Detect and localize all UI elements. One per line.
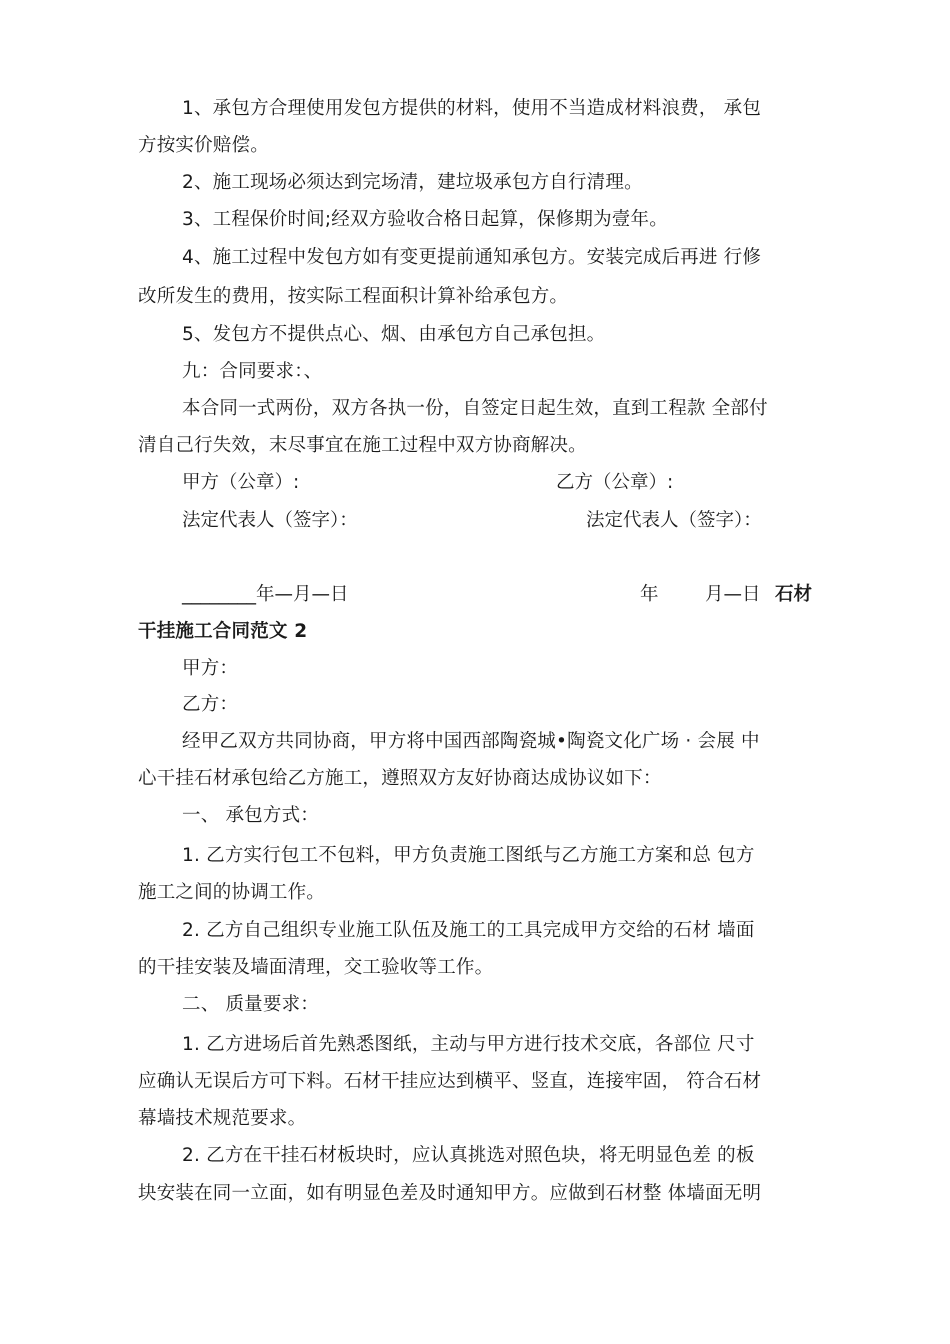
party-b-label: 乙方： bbox=[182, 694, 239, 715]
clause-1-line-2: 方按实价赔偿。 bbox=[138, 135, 269, 156]
clause-5: 5、发包方不提供点心、烟、由承包方自己承包担。 bbox=[182, 324, 606, 345]
section-two-heading: 二、 质量要求： bbox=[182, 994, 319, 1015]
intro-line-2: 心干挂石材承包给乙方施工，遵照双方友好协商达成协议如下： bbox=[138, 768, 662, 789]
date-right-year: 年 bbox=[640, 584, 659, 605]
section-one-item-2-line-2: 的干挂安装及墙面清理，交工验收等工作。 bbox=[138, 957, 494, 978]
clause-1-line-1: 1、承包方合理使用发包方提供的材料，使用不当造成材料浪费， 承包 bbox=[182, 98, 762, 119]
section-two-item-1-line-1: 1. 乙方进场后首先熟悉图纸，主动与甲方进行技术交底，各部位 尺寸 bbox=[182, 1034, 755, 1055]
party-a-representative-label: 法定代表人（签字）： bbox=[182, 510, 358, 531]
clause-4-line-1: 4、施工过程中发包方如有变更提前通知承包方。安装完成后再进 行修 bbox=[182, 247, 762, 268]
date-right-month-day: 月—日 bbox=[705, 584, 761, 605]
contract-terms-line-2: 清自己行失效，末尽事宜在施工过程中双方协商解决。 bbox=[138, 435, 587, 456]
clause-2: 2、施工现场必须达到完场清，建垃圾承包方自行清理。 bbox=[182, 172, 643, 193]
section-two-item-2-line-1: 2. 乙方在干挂石材板块时，应认真挑选对照色块，将无明显色差 的板 bbox=[182, 1145, 755, 1166]
section-one-item-1-line-2: 施工之间的协调工作。 bbox=[138, 882, 326, 903]
date-left: ________年—月—日 bbox=[182, 584, 349, 605]
party-b-representative-label: 法定代表人（签字）： bbox=[586, 510, 762, 531]
contract-terms-line-1: 本合同一式两份，双方各执一份，自签定日起生效，直到工程款 全部付 bbox=[182, 398, 768, 419]
document-title-part-1: 石材 bbox=[775, 584, 813, 605]
clause-3: 3、工程保价时间;经双方验收合格日起算，保修期为壹年。 bbox=[182, 209, 668, 230]
document-title-part-2: 干挂施工合同范文 2 bbox=[138, 621, 308, 642]
party-a-label: 甲方： bbox=[182, 658, 239, 679]
section-two-item-1-line-3: 幕墙技术规范要求。 bbox=[138, 1108, 307, 1129]
section-two-item-1-line-2: 应确认无误后方可下料。石材干挂应达到横平、竖直，连接牢固， 符合石材 bbox=[138, 1071, 762, 1092]
section-one-item-1-line-1: 1. 乙方实行包工不包料，甲方负责施工图纸与乙方施工方案和总 包方 bbox=[182, 845, 755, 866]
party-b-seal-label: 乙方（公章）: bbox=[556, 472, 674, 493]
party-a-seal-label: 甲方（公章）: bbox=[182, 472, 300, 493]
section-one-item-2-line-1: 2. 乙方自己组织专业施工队伍及施工的工具完成甲方交给的石材 墙面 bbox=[182, 920, 755, 941]
clause-4-line-2: 改所发生的费用，按实际工程面积计算补给承包方。 bbox=[138, 286, 569, 307]
intro-line-1: 经甲乙双方共同协商，甲方将中国西部陶瓷城•陶瓷文化广场 · 会展 中 bbox=[182, 731, 760, 752]
section-nine-heading: 九：合同要求：、 bbox=[182, 361, 323, 382]
section-one-heading: 一、 承包方式： bbox=[182, 805, 319, 826]
section-two-item-2-line-2: 块安装在同一立面，如有明显色差及时通知甲方。应做到石材整 体墙面无明 bbox=[138, 1183, 762, 1204]
